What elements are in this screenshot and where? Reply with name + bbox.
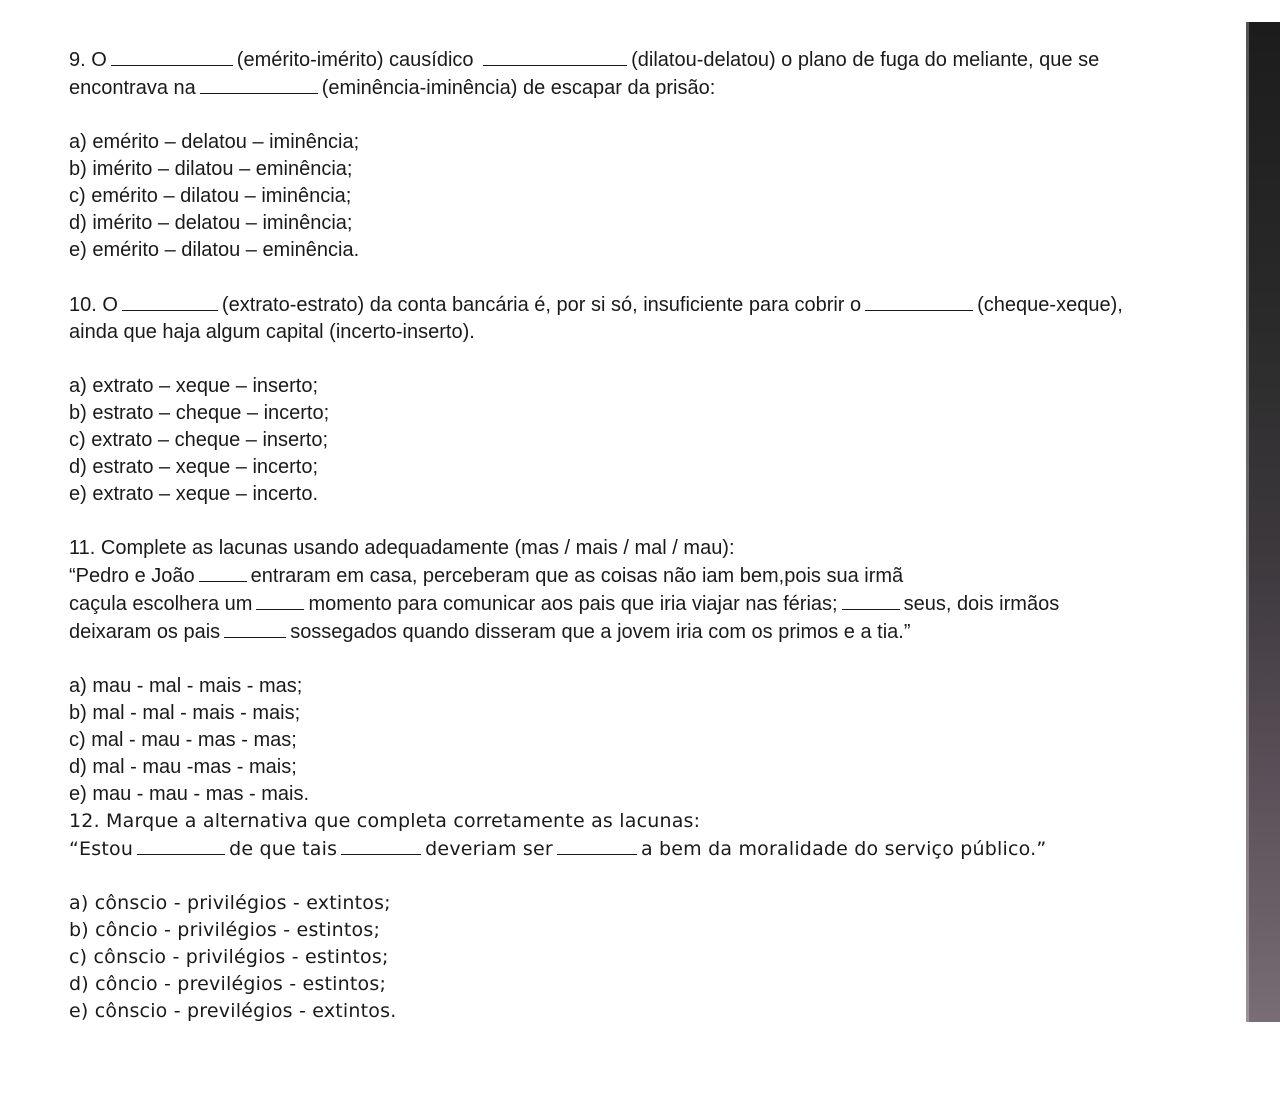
option-e: e) emérito – dilatou – eminência. <box>69 239 360 261</box>
option-e: e) extrato – xeque – incerto. <box>69 483 319 505</box>
option-e: e) cônscio - previlégios - extintos. <box>69 1000 397 1022</box>
question-11-text: momento para comunicar aos pais que iria viajar nas férias; <box>308 593 838 615</box>
option-d: d) côncio - previlégios - estintos; <box>69 973 387 995</box>
blank <box>137 835 225 855</box>
question-9-text: (emérito-imérito) causídico <box>236 49 474 71</box>
blank <box>111 46 233 66</box>
blank <box>557 835 637 855</box>
question-11-text: sossegados quando disseram que a jovem iria com os primos e a tia.” <box>290 621 911 643</box>
question-9-line-2 <box>69 74 1239 102</box>
question-11-text: “Pedro e João <box>69 565 195 587</box>
option-c: c) mal - mau - mas - mas; <box>69 729 297 751</box>
question-9-text: encontrava na <box>69 77 196 99</box>
question-11-text: caçula escolhera um <box>69 593 253 615</box>
question-12-text: a bem da moralidade do serviço público.” <box>640 838 1047 860</box>
worksheet-page <box>69 46 1239 1025</box>
question-9 <box>69 46 1239 264</box>
blank <box>865 291 973 311</box>
question-9-options <box>69 129 1239 264</box>
option-b: b) imérito – dilatou – eminência; <box>69 158 353 180</box>
option-d: d) estrato – xeque – incerto; <box>69 456 319 478</box>
question-11-line-2 <box>69 590 1239 618</box>
question-12 <box>69 808 1239 1025</box>
question-10-options <box>69 373 1239 508</box>
question-12-stem <box>69 808 1239 863</box>
option-a: a) extrato – xeque – inserto; <box>69 375 319 397</box>
blank <box>224 618 286 638</box>
question-11-text: seus, dois irmãos <box>903 593 1060 615</box>
question-10-stem <box>69 291 1239 346</box>
blank <box>199 562 247 582</box>
option-e: e) mau - mau - mas - mais. <box>69 783 310 805</box>
option-c: c) cônscio - privilégios - estintos; <box>69 946 389 968</box>
question-11-line-1 <box>69 562 1239 590</box>
question-11-text: deixaram os pais <box>69 621 221 643</box>
question-11-options <box>69 673 1239 808</box>
question-10-line-1 <box>69 291 1239 319</box>
blank <box>842 590 900 610</box>
blank <box>483 46 627 66</box>
question-12-text: de que tais <box>229 838 338 860</box>
question-10-text: 10. O <box>69 294 118 316</box>
option-c: c) emérito – dilatou – iminência; <box>69 185 352 207</box>
scan-edge-shadow <box>1246 22 1280 1022</box>
question-9-text: (dilatou-delatou) o plano de fuga do meliante, que se <box>631 49 1100 71</box>
question-11 <box>69 535 1239 808</box>
option-d: d) imérito – delatou – iminência; <box>69 212 353 234</box>
question-9-stem <box>69 46 1239 102</box>
question-10-text: (extrato-estrato) da conta bancária é, por si só, insuficiente para cobrir o <box>221 294 862 316</box>
question-9-text: 9. O <box>69 49 107 71</box>
question-12-options <box>69 890 1239 1025</box>
question-10 <box>69 291 1239 508</box>
blank <box>122 291 218 311</box>
question-11-title: 11. Complete as lacunas usando adequadamente (mas / mais / mal / mau): <box>69 537 735 559</box>
blank <box>200 74 318 94</box>
option-b: b) estrato – cheque – incerto; <box>69 402 330 424</box>
question-11-text: entraram em casa, perceberam que as coisas não iam bem,pois sua irmã <box>250 565 904 587</box>
question-12-title: 12. Marque a alternativa que completa corretamente as lacunas: <box>69 810 701 832</box>
question-12-line-1 <box>69 835 1239 863</box>
question-12-text: “Estou <box>69 838 134 860</box>
blank <box>256 590 304 610</box>
question-10-text: (cheque-xeque), <box>977 294 1123 316</box>
option-a: a) cônscio - privilégios - extintos; <box>69 892 391 914</box>
option-b: b) côncio - privilégios - estintos; <box>69 919 381 941</box>
question-11-stem <box>69 535 1239 646</box>
question-9-text: (eminência-iminência) de escapar da prisão: <box>321 77 716 99</box>
blank <box>341 835 421 855</box>
option-c: c) extrato – cheque – inserto; <box>69 429 329 451</box>
question-12-text: deveriam ser <box>425 838 553 860</box>
question-11-line-3 <box>69 618 1239 646</box>
option-a: a) mau - mal - mais - mas; <box>69 675 303 697</box>
question-9-line-1 <box>69 46 1239 74</box>
option-b: b) mal - mal - mais - mais; <box>69 702 301 724</box>
question-10-line-2: ainda que haja algum capital (incerto-inserto). <box>69 321 475 343</box>
option-d: d) mal - mau -mas - mais; <box>69 756 297 778</box>
option-a: a) emérito – delatou – iminência; <box>69 131 360 153</box>
